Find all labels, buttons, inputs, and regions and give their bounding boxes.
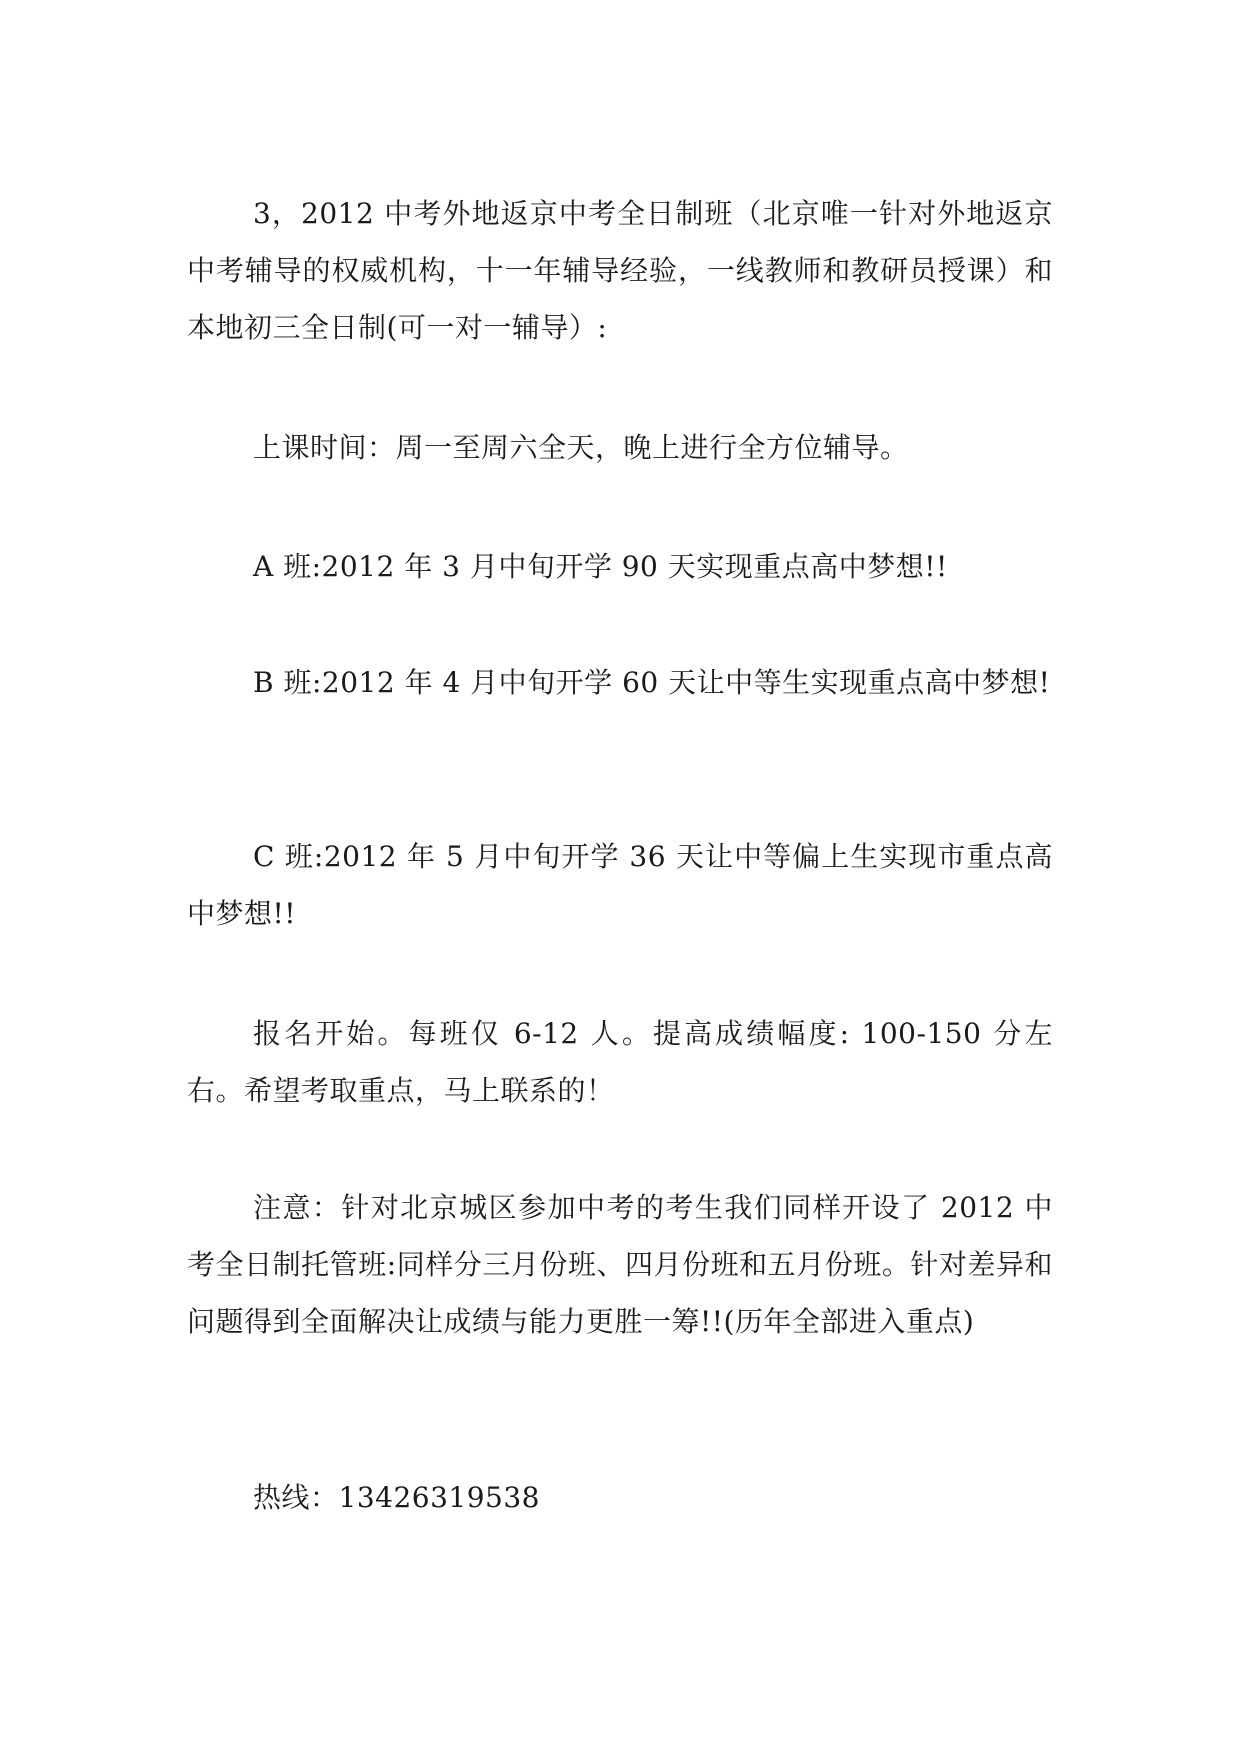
paragraph-class-b: B 班:2012 年 4 月中旬开学 60 天让中等生实现重点高中梦想!	[253, 666, 1051, 699]
paragraph-class-a: A 班:2012 年 3 月中旬开学 90 天实现重点高中梦想!!	[253, 550, 948, 583]
paragraph-class-time: 上课时间：周一至周六全天，晚上进行全方位辅导。	[253, 431, 909, 464]
paragraph-intro: 3，2012 中考外地返京中考全日制班（北京唯一针对外地返京中考辅导的权威机构，十一年辅导经验，一线教师和教研员授课）和本地初三全日制(可一对一辅导）:	[187, 197, 1053, 344]
paragraph-class-c: C 班:2012 年 5 月中旬开学 36 天让中等偏上生实现市重点高中梦想!!	[187, 840, 1053, 930]
paragraph-enrollment: 报名开始。每班仅 6-12 人。提高成绩幅度: 100-150 分左右。希望考取重点，马上联系的！	[187, 1017, 1053, 1107]
paragraph-hotline: 热线：13426319538	[253, 1481, 540, 1514]
paragraph-notice: 注意：针对北京城区参加中考的考生我们同样开设了 2012 中考全日制托管班:同样分三月份班、四月份班和五月份班。针对差异和问题得到全面解决让成绩与能力更胜一筹!!(历年全部进入重点)	[187, 1191, 1053, 1338]
